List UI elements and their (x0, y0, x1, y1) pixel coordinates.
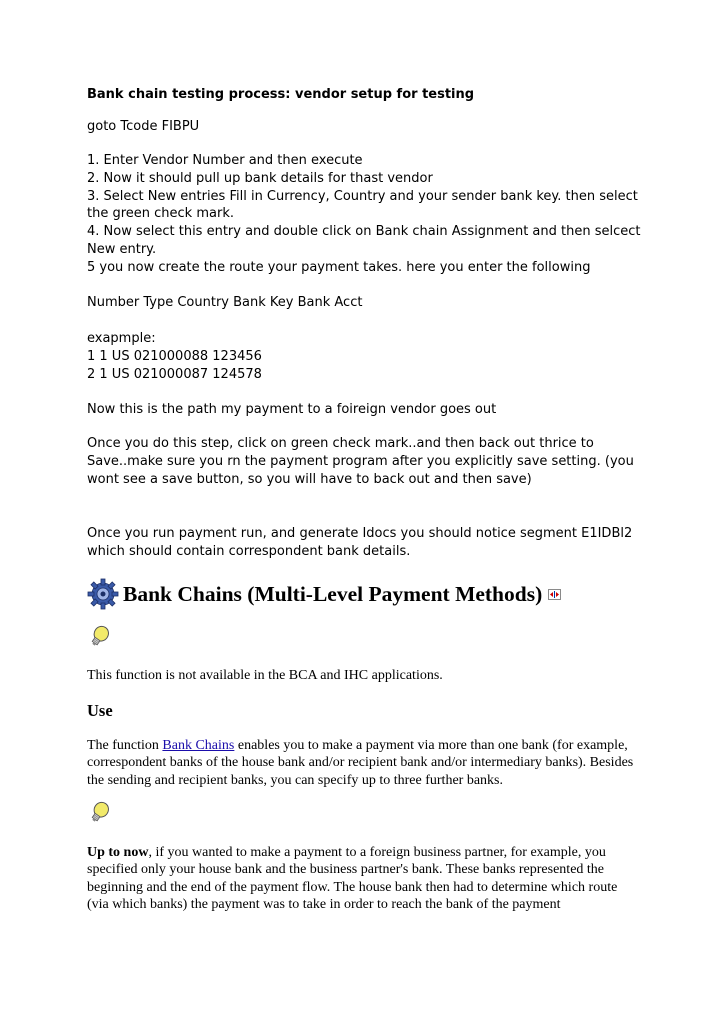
upto-rest: , if you wanted to make a payment to a foreign business partner, for example, you specified only your house bank and the business partner's bank. These banks represented the beginning and the end of the payment flow. The house bank then had to determine which route (via which banks) the payment was to take in order to reach the bank of the payment (87, 845, 618, 912)
example-row-1: 1 1 US 021000088 123456 (87, 348, 262, 364)
example-row-2: 2 1 US 021000087 124578 (87, 366, 262, 382)
upto-bold: Up to now (87, 845, 149, 860)
tcode-line: goto Tcode FIBPU (87, 119, 200, 134)
bank-chains-link[interactable]: Bank Chains (162, 738, 235, 753)
idoc-note: Once you run payment run, and generate Idocs you should notice segment E1IDBl2 which should contain correspondent bank details. (87, 526, 633, 559)
lightbulb-icon (87, 624, 111, 650)
expand-arrows-icon[interactable] (548, 589, 561, 600)
steps-list (87, 152, 647, 277)
example-block (87, 330, 647, 383)
step-1: 1. Enter Vendor Number and then execute (87, 153, 363, 168)
example-label: exapmple: (87, 331, 156, 346)
step-5: 5 you now create the route your payment takes. here you enter the following (87, 259, 591, 275)
use-heading: Use (87, 701, 113, 720)
gear-icon (87, 578, 119, 610)
heading-text: Bank Chains (Multi-Level Payment Methods) (123, 581, 543, 606)
use-suffix: enables you to make a payment via more than one bank (for example, correspondent banks of the house bank and/or recipient bank and/or intermediary banks). Besides the sending and recipient banks, you can specify up to three further banks. (87, 738, 634, 788)
step-4: 4. Now select this entry and double click on Bank chain Assignment and then selcect New entry. (87, 224, 641, 257)
lightbulb-icon (87, 800, 111, 826)
columns-line: Number Type Country Bank Key Bank Acct (87, 295, 363, 310)
path-note: Now this is the path my payment to a foireign vendor goes out (87, 402, 497, 417)
use-prefix: The function (87, 738, 163, 753)
upto-paragraph (87, 844, 632, 913)
bank-chains-heading (87, 574, 561, 614)
doc-title: Bank chain testing process: vendor setup for testing (87, 87, 475, 102)
step-2: 2. Now it should pull up bank details for thast vendor (87, 170, 433, 186)
availability-note: This function is not available in the BCA and IHC applications. (87, 668, 443, 683)
step-3: 3. Select New entries Fill in Currency, Country and your sender bank key. then select the green check mark. (87, 188, 638, 222)
save-note: Once you do this step, click on green check mark..and then back out thrice to Save..make sure you rn the payment program after you explicitly save setting. (you wont see a save button, so you will have to back out and then save) (87, 436, 634, 487)
use-paragraph (87, 737, 647, 789)
